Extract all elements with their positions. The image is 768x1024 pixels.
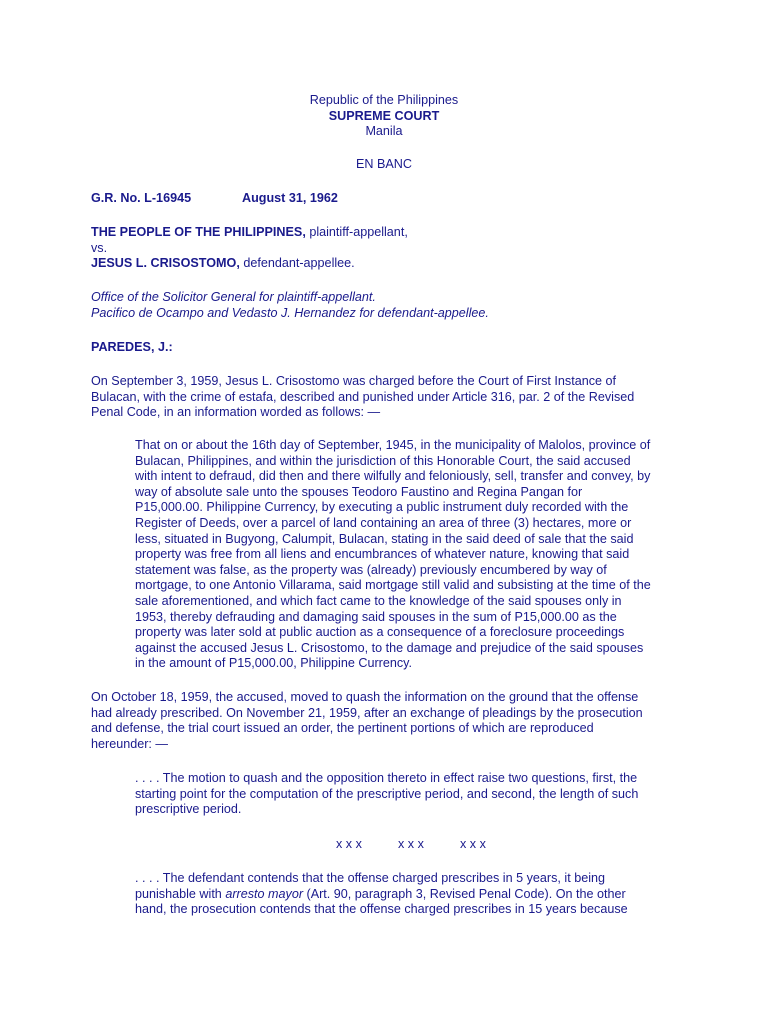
text-line: less, situated in Bugyong, Calumpit, Bulacan, stating in the said deed of sale that the said [135,531,634,546]
plaintiff-role: plaintiff-appellant, [305,225,408,239]
ponente-text: PAREDES, J.: [91,340,173,354]
defendant-role: defendant-appellee. [239,256,355,271]
text-line: That on or about the 16th day of September, 1945, in the municipality of Malolos, province of [135,438,651,452]
text-line: . . . . The defendant contends that the offense charged prescribes in 5 years, it being [135,871,606,885]
text-line: sale aforementioned, and which fact came to the knowledge of the said spouses only in [135,593,622,608]
case-parties [91,225,691,272]
text-line: 1953, thereby defrauding and damaging said spouses in the sum of P15,000.00 as the [135,609,617,624]
text-line: Penal Code, in an information worded as follows: — [91,405,381,420]
text-line: hand, the prosecution contends that the offense charged prescribes in 15 years because [135,902,628,917]
defendant-name: JESUS L. CRISOSTOMO, [91,256,240,271]
case-number-row [91,191,338,207]
text-line: had already prescribed. On November 21, 1959, after an exchange of pleadings by the prosecution [91,705,643,720]
text-line: On September 3, 1959, Jesus L. Crisostomo was charged before the Court of First Instance of [91,374,617,388]
text-line: against the accused Jesus L. Crisostomo, to the damage and prejudice of the said spouses [135,640,644,655]
text-line: with intent to defraud, did then and there wilfully and feloniously, sell, transfer and convey, by [135,469,651,484]
omission-mark: x x x [398,837,424,851]
omission-mark: x x x [460,837,486,851]
text-line: in the amount of P15,000.00, Philippine Currency. [135,656,413,671]
republic-line: Republic of the Philippines [309,93,459,107]
text-fragment: punishable with [135,886,226,901]
paragraph-2 [91,690,691,752]
text-line: . . . . The motion to quash and the opposition thereto in effect raise two questions, first, the [135,771,638,785]
defendant-line [91,256,691,272]
text-line: P15,000.00. Philippine Currency, by executing a public instrument duly recorded with the [135,500,629,515]
text-line: Register of Deeds, over a parcel of land containing an area of three (3) hectares, more or [135,515,632,530]
omission-mark: x x x [336,837,362,851]
information-quote [135,438,687,672]
division-text: EN BANC [356,157,412,171]
text-line: starting point for the computation of the prescriptive period, and second, the length of such [135,786,639,801]
text-line: property was free from all liens and encumbrances of whatever nature, knowing that said [135,547,630,562]
text-line: prescriptive period. [135,802,242,817]
text-fragment: (Art. 90, paragraph 3, Revised Penal Code). On the other [303,886,626,901]
text-line: and defense, the trial court issued an order, the pertinent portions of which are reproduced [91,721,594,736]
text-line: Bulacan, Philippines, and within the jurisdiction of this Honorable Court, the said accused [135,453,631,468]
order-quote-2 [135,871,687,918]
emphasized-term: arresto mayor [225,886,304,901]
city-line: Manila [365,124,403,139]
document-header [0,93,768,140]
decision-date: August 31, 1962 [242,191,338,205]
text-line: Bulacan, with the crime of estafa, described and punished under Article 316, par. 2 of the Revised [91,389,635,404]
court-name: SUPREME COURT [328,108,440,123]
text-line: mortgage, to one Antonio Villarama, said mortgage still valid and subsisting at the time of the [135,578,651,593]
text-line: hereunder: — [91,736,169,751]
paragraph-1 [91,374,691,421]
plaintiff-name: THE PEOPLE OF THE PHILIPPINES, [91,225,306,239]
versus-label: vs. [91,240,108,255]
text-line: way of absolute sale unto the spouses Teodoro Faustino and Regina Pangan for [135,484,583,499]
ponente [91,340,691,356]
text-line: property was later sold at public auction as a consequence of a foreclosure proceedings [135,625,625,640]
text-line: statement was false, as the property was (already) previously encumbered by way of [135,562,607,577]
gr-number: G.R. No. L-16945 [91,191,192,205]
counsel-line: Office of the Solicitor General for plaintiff-appellant. [91,290,376,304]
division-label [0,157,768,173]
plaintiff-line [91,225,691,241]
omission-marker [336,837,522,853]
order-quote-1 [135,771,687,818]
text-line: On October 18, 1959, the accused, moved to quash the information on the ground that the offense [91,690,639,704]
counsel-block [91,290,691,321]
counsel-line: Pacifico de Ocampo and Vedasto J. Hernandez for defendant-appellee. [91,305,489,320]
text-line [135,887,687,903]
